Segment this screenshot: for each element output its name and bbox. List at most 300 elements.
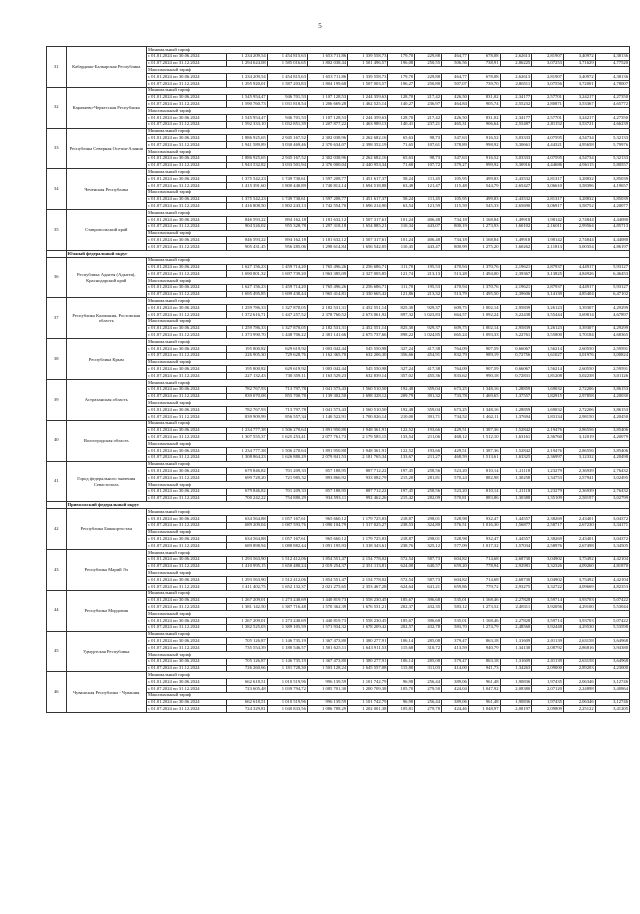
value-cell: 105,70 [388, 685, 415, 692]
value-cell: 1 854 551,47 [307, 577, 347, 584]
value-cell: 4,44917 [563, 284, 595, 291]
value-cell: 417,38 [415, 366, 442, 373]
value-cell: 1 088 882,44 [267, 543, 307, 550]
value-cell: 1 023,83 [415, 312, 442, 319]
value-cell: 1 558 230,45 [348, 597, 388, 604]
value-cell: 528,98 [442, 536, 469, 543]
value-cell: 468,12 [442, 434, 469, 441]
tariff-type-row [47, 87, 630, 94]
value-cell: 210,00 [388, 414, 415, 421]
period-cell: с 01.07.2024 по 31.12.2024 [146, 244, 226, 251]
value-cell: 724 329,81 [227, 706, 267, 713]
value-cell: 1 179 725,83 [348, 515, 388, 522]
value-cell: 2 256 686,71 [348, 264, 388, 271]
value-cell: 250,80 [415, 80, 442, 87]
value-cell: 946 701,53 [267, 114, 307, 121]
value-cell: 106,14 [388, 658, 415, 665]
value-cell: 1 380 277,91 [348, 638, 388, 645]
value-cell: 1 327 870,05 [267, 305, 307, 312]
value-cell: 2,60550 [563, 346, 595, 353]
value-cell: 2,76432 [595, 488, 629, 495]
value-cell: 2,86556 [563, 427, 595, 434]
value-cell: 1 040 833,56 [267, 706, 307, 713]
value-cell: 1 092,24 [468, 312, 500, 319]
value-cell: 4,81870 [595, 563, 629, 570]
period-cell: с 01.01.2024 по 30.06.2024 [146, 135, 226, 142]
tariff-type-row [47, 631, 630, 638]
value-cell: 2,06346 [563, 699, 595, 706]
value-cell: 634 564,88 [227, 515, 267, 522]
value-cell: 831,02 [468, 94, 500, 101]
value-cell: 2 673 061,92 [348, 312, 388, 319]
value-cell: 3,04372 [595, 536, 629, 543]
value-cell: 4,96115 [563, 162, 595, 169]
value-cell: 432,35 [415, 604, 442, 611]
value-cell: 1,69032 [532, 386, 564, 393]
value-cell: 754 880,29 [267, 495, 307, 502]
value-cell: 2,43532 [500, 196, 532, 203]
tariff-type-label: Минимальный тариф [146, 672, 629, 679]
value-cell: 110,34 [388, 223, 415, 230]
region-number: 37 [47, 298, 67, 339]
value-cell: 1,21118 [500, 468, 532, 475]
value-cell: 640,57 [415, 563, 442, 570]
value-cell: 1 462,11 [468, 414, 500, 421]
value-cell: 846 593,22 [227, 237, 267, 244]
value-cell: 1 274,79 [468, 624, 500, 631]
period-cell: с 01.07.2024 по 31.12.2024 [146, 101, 226, 108]
value-cell: 3,30661 [500, 142, 532, 149]
value-cell: 2,86511 [500, 80, 532, 87]
value-cell: 738,91 [468, 60, 500, 67]
value-cell: 1 948 361,91 [348, 448, 388, 455]
value-cell: 464,77 [442, 74, 469, 81]
period-cell: с 01.07.2024 по 31.12.2024 [146, 414, 226, 421]
value-cell: 2 154 778,02 [348, 556, 388, 563]
tariff-type-label: Максимальный тариф [146, 692, 629, 699]
value-cell: 107,72 [415, 162, 442, 169]
period-cell: с 01.01.2024 по 30.06.2024 [146, 597, 226, 604]
value-cell: 2,25122 [563, 706, 595, 713]
value-cell: 179,70 [388, 74, 415, 81]
value-cell: 2 256 686,71 [348, 284, 388, 291]
value-cell: 3,86153 [595, 407, 629, 414]
value-cell: 1 650 480,24 [267, 563, 307, 570]
value-cell: 965 660,12 [307, 536, 347, 543]
value-cell: 577,09 [442, 543, 469, 550]
value-cell: 58,24 [388, 196, 415, 203]
value-cell: 1 273,52 [468, 604, 500, 611]
value-cell: 256,44 [415, 679, 442, 686]
value-cell: 2 262 682,16 [348, 135, 388, 142]
value-cell: 1 652 132,37 [267, 583, 307, 590]
value-cell: 1,90836 [500, 679, 532, 686]
value-cell: 379,27 [442, 162, 469, 169]
value-cell: 310,72 [415, 645, 442, 652]
value-cell: 1 317 025,27 [348, 522, 388, 529]
value-cell: 778,94 [468, 563, 500, 570]
value-cell: 2 370 634,07 [307, 142, 347, 149]
value-cell: 1 501 496,57 [348, 60, 388, 67]
value-cell: 989,19 [468, 352, 500, 359]
value-cell: 1,30388 [500, 495, 532, 502]
value-cell: 413,59 [442, 645, 469, 652]
value-cell: 378,89 [442, 142, 469, 149]
value-cell: 468,59 [442, 454, 469, 461]
value-cell: 934 593,11 [307, 495, 347, 502]
value-cell: 929,37 [415, 325, 442, 332]
value-cell: 3,02238 [563, 373, 595, 380]
value-cell: 1 017,32 [468, 543, 500, 550]
value-cell: 1 010 519,96 [267, 679, 307, 686]
value-cell: 1 800 440,89 [267, 182, 307, 189]
value-cell: 2,68730 [500, 577, 532, 584]
value-cell: 2,60550 [563, 366, 595, 373]
value-cell: 193,66 [415, 448, 442, 455]
value-cell: 956 285,06 [267, 244, 307, 251]
value-cell: 3,14139 [532, 291, 564, 298]
value-cell: 196,08 [388, 60, 415, 67]
value-cell: 1 454 815,63 [267, 53, 307, 60]
value-cell: 721 985,32 [267, 475, 307, 482]
value-cell: 2,19621 [500, 264, 532, 271]
value-cell: 1,49918 [500, 216, 532, 223]
value-cell: 58,24 [388, 176, 415, 183]
value-cell: 454,91 [415, 352, 442, 359]
value-cell: 1,56214 [532, 366, 564, 373]
value-cell: 1,81208 [532, 373, 564, 380]
value-cell: 634 564,88 [227, 536, 267, 543]
tariff-type-row [47, 509, 630, 516]
value-cell: 1 348,16 [468, 407, 500, 414]
tariff-type-label: Максимальный тариф [146, 359, 629, 366]
value-cell: 4,66239 [595, 121, 629, 128]
value-cell: 734,18 [442, 237, 469, 244]
period-cell: с 01.01.2024 по 30.06.2024 [146, 305, 226, 312]
period-cell: с 01.01.2024 по 30.06.2024 [146, 536, 226, 543]
value-cell: 1 558 230,45 [348, 617, 388, 624]
value-cell: 3,22438 [500, 312, 532, 319]
value-cell: 779,72 [468, 583, 500, 590]
value-cell: 111,70 [388, 264, 415, 271]
value-cell: 1,52842 [500, 448, 532, 455]
value-cell: 3,24217 [563, 114, 595, 121]
value-cell: 5,32133 [595, 135, 629, 142]
tariff-type-label: Максимальный тариф [146, 400, 629, 407]
period-cell: с 01.07.2024 по 31.12.2024 [146, 685, 226, 692]
value-cell: 128,70 [388, 114, 415, 121]
value-cell: 632 206,30 [348, 352, 388, 359]
value-cell: 929,37 [415, 305, 442, 312]
value-cell: 6,46453 [595, 271, 629, 278]
value-cell: 5,93127 [595, 284, 629, 291]
period-cell: с 01.01.2024 по 30.06.2024 [146, 448, 226, 455]
value-cell: 2 378 760,52 [307, 312, 347, 319]
region-name: Республика Башкортостан [66, 509, 146, 550]
value-cell: 2,97858 [563, 393, 595, 400]
value-cell: 3,04902 [532, 556, 564, 563]
period-cell: с 01.07.2024 по 31.12.2024 [146, 624, 226, 631]
value-cell: 535,01 [442, 617, 469, 624]
period-cell: с 01.07.2024 по 31.12.2024 [146, 563, 226, 570]
value-cell: 1,23279 [532, 468, 564, 475]
value-cell: 211,27 [415, 454, 442, 461]
value-cell: 723 605,48 [227, 685, 267, 692]
value-cell: 3,59714 [532, 617, 564, 624]
value-cell: 2 302 038,96 [307, 135, 347, 142]
period-cell: с 01.07.2024 по 31.12.2024 [146, 604, 226, 611]
value-cell: 3,06610 [532, 182, 564, 189]
value-cell: 202,37 [388, 604, 415, 611]
period-cell: с 01.01.2024 по 30.06.2024 [146, 488, 226, 495]
tariff-type-label: Минимальный тариф [146, 420, 629, 427]
value-cell: 1 463 989,13 [348, 121, 388, 128]
region-number: 43 [47, 549, 67, 590]
tariff-type-row [47, 47, 630, 54]
value-cell: 5,93127 [595, 264, 629, 271]
value-cell: 464,84 [442, 101, 469, 108]
value-cell: 2 351 113,81 [348, 563, 388, 570]
value-cell: 470,94 [442, 284, 469, 291]
period-cell: с 01.07.2024 по 31.12.2024 [146, 291, 226, 298]
value-cell: 1 041 573,43 [307, 407, 347, 414]
value-cell: 4,77520 [595, 60, 629, 67]
value-cell: 894 162,18 [267, 237, 307, 244]
value-cell: 2,01139 [532, 638, 564, 645]
value-cell: 298,01 [415, 536, 442, 543]
value-cell: 714,68 [468, 577, 500, 584]
value-cell: 237,21 [415, 121, 442, 128]
tariff-type-label: Максимальный тариф [146, 108, 629, 115]
period-cell: с 01.07.2024 по 31.12.2024 [146, 60, 226, 67]
value-cell: 3,40972 [563, 53, 595, 60]
value-cell: 192,48 [388, 407, 415, 414]
value-cell: 3,58752 [563, 203, 595, 210]
value-cell: 1 512,10 [468, 434, 500, 441]
value-cell: 1,31609 [500, 658, 532, 665]
value-cell: 1 886 925,65 [227, 135, 267, 142]
value-cell: 609,75 [442, 325, 469, 332]
value-cell: 1 765 496,26 [307, 264, 347, 271]
value-cell: 4,44917 [563, 264, 595, 271]
value-cell: 197,45 [388, 468, 415, 475]
value-cell: 699 728,20 [227, 475, 267, 482]
value-cell: 3,55800 [532, 332, 564, 339]
value-cell: 3,40864 [595, 685, 629, 692]
region-name: Республика Калмыкия, Ростовская область [66, 298, 146, 339]
value-cell: 678,08 [468, 74, 500, 81]
value-cell: 215,20 [388, 475, 415, 482]
value-cell: 825,30 [388, 325, 415, 332]
value-cell: 5,32133 [595, 155, 629, 162]
value-cell: 940,79 [468, 645, 500, 652]
value-cell: 195 800,82 [227, 346, 267, 353]
value-cell: 1 091 195,93 [307, 543, 347, 550]
section-row [47, 502, 630, 509]
value-cell: 1,37694 [500, 414, 532, 421]
value-cell: 587,73 [415, 556, 442, 563]
value-cell: 2 330 665,42 [348, 291, 388, 298]
value-cell: 443,07 [415, 223, 442, 230]
value-cell: 1 163 529,23 [307, 373, 347, 380]
period-cell: с 01.07.2024 по 31.12.2024 [146, 162, 226, 169]
value-cell: 2,57941 [563, 475, 595, 482]
value-cell: 932,47 [468, 536, 500, 543]
value-cell: 609,75 [442, 305, 469, 312]
value-cell: 2,58197 [563, 495, 595, 502]
value-cell: 359,04 [415, 407, 442, 414]
value-cell: 1 180 546,57 [267, 645, 307, 652]
value-cell: 218,87 [388, 515, 415, 522]
value-cell: 3,64968 [595, 658, 629, 665]
value-cell: 140,41 [388, 121, 415, 128]
value-cell: 1 041 573,43 [307, 386, 347, 393]
tariff-type-label: Максимальный тариф [146, 482, 629, 489]
value-cell: 1 749 730,61 [267, 196, 307, 203]
region-number: 33 [47, 128, 67, 169]
value-cell: 71,65 [388, 142, 415, 149]
value-cell: 2,08380 [500, 685, 532, 692]
region-number: 34 [47, 169, 67, 210]
value-cell: 0,66067 [500, 366, 532, 373]
tariff-type-label: Минимальный тариф [146, 128, 629, 135]
period-cell: с 01.01.2024 по 30.06.2024 [146, 346, 226, 353]
value-cell: 1 234 209,54 [227, 74, 267, 81]
value-cell: 4,29299 [595, 325, 629, 332]
value-cell: 916,52 [468, 135, 500, 142]
value-cell: 679 846,82 [227, 468, 267, 475]
value-cell: 2 302 038,96 [307, 155, 347, 162]
value-cell: 2,27828 [500, 617, 532, 624]
value-cell: 1 168,84 [468, 216, 500, 223]
value-cell: 229,88 [415, 74, 442, 81]
value-cell: 2 077 761,73 [307, 434, 347, 441]
value-cell: 1,82915 [532, 393, 564, 400]
value-cell: 1 207 877,22 [307, 121, 347, 128]
region-number: 42 [47, 509, 67, 550]
value-cell: 4,29299 [595, 305, 629, 312]
value-cell: 2 021 275,65 [307, 583, 347, 590]
tariff-type-label: Максимальный тариф [146, 67, 629, 74]
value-cell: 3,71629 [563, 60, 595, 67]
value-cell: 327,24 [388, 366, 415, 373]
tariff-type-row [47, 298, 630, 305]
value-cell: 250,55 [415, 60, 442, 67]
value-cell: 1 512 412,06 [267, 577, 307, 584]
value-cell: 1 181 728,30 [267, 665, 307, 672]
value-cell: 1 267 209,01 [227, 597, 267, 604]
value-cell: 5,80557 [595, 162, 629, 169]
value-cell: 110,45 [388, 244, 415, 251]
value-cell: 3,72001 [563, 80, 595, 87]
tariff-type-row [47, 339, 630, 346]
value-cell: 1 234 777,38 [227, 448, 267, 455]
value-cell: 2 452 551,14 [348, 325, 388, 332]
value-cell: 121,47 [415, 182, 442, 189]
value-cell: 3,32722 [532, 583, 564, 590]
value-cell: 1 370,76 [468, 284, 500, 291]
value-cell: 2,98150 [563, 414, 595, 421]
value-cell: 2 381 141,66 [307, 332, 347, 339]
value-cell: 764,09 [442, 366, 469, 373]
value-cell: 1 410 995,15 [227, 563, 267, 570]
tariff-type-label: Минимальный тариф [146, 590, 629, 597]
value-cell: 726 260,66 [227, 665, 267, 672]
value-cell: 4,20077 [595, 203, 629, 210]
value-cell: 209,79 [388, 393, 415, 400]
value-cell: 513,79 [442, 291, 469, 298]
region-number: 31 [47, 47, 67, 88]
value-cell: 121,86 [388, 291, 415, 298]
value-cell: 3,85039 [595, 176, 629, 183]
value-cell: 570,81 [442, 495, 469, 502]
tariff-type-row [47, 549, 630, 556]
value-cell: 2,99564 [563, 223, 595, 230]
value-cell: 227 132,43 [227, 373, 267, 380]
value-cell: 1 202 001,38 [348, 706, 388, 713]
value-cell: 105,95 [442, 176, 469, 183]
period-cell: с 01.01.2024 по 30.06.2024 [146, 638, 226, 645]
value-cell: 3,26123 [532, 305, 564, 312]
tariff-type-label: Максимальный тариф [146, 230, 629, 237]
value-cell: 202,57 [388, 624, 415, 631]
tariff-type-label: Минимальный тариф [146, 631, 629, 638]
tariff-type-label: Максимальный тариф [146, 189, 629, 196]
value-cell: 1 415 391,60 [227, 182, 267, 189]
period-cell: с 01.01.2024 по 30.06.2024 [146, 176, 226, 183]
value-cell: 1 367 473,80 [307, 638, 347, 645]
value-cell: 2,38269 [532, 536, 564, 543]
period-cell: с 01.07.2024 по 31.12.2024 [146, 706, 226, 713]
value-cell: 115,68 [388, 645, 415, 652]
value-cell: 700 242,22 [227, 495, 267, 502]
value-cell: 1 273,93 [468, 223, 500, 230]
value-cell: 429,51 [442, 427, 469, 434]
value-cell: 324,80 [415, 522, 442, 529]
value-cell: 839 070,08 [227, 393, 267, 400]
value-cell: 279,50 [415, 685, 442, 692]
value-cell: 2,72206 [563, 386, 595, 393]
value-cell: 3,53721 [563, 121, 595, 128]
section-title: Приволжский федеральный округ [66, 502, 630, 509]
value-cell: 506,56 [442, 60, 469, 67]
value-cell: 3,70184 [563, 332, 595, 339]
value-cell: 0,72756 [500, 352, 532, 359]
value-cell: 1 273 240,69 [267, 597, 307, 604]
value-cell: 678,08 [468, 53, 500, 60]
value-cell: 465,31 [442, 121, 469, 128]
value-cell: 3,26123 [532, 325, 564, 332]
region-name: Республика Северная Осетия-Алания [66, 128, 146, 169]
value-cell: 735 554,39 [227, 645, 267, 652]
value-cell: 894 162,18 [267, 216, 307, 223]
value-cell: 115,59 [442, 203, 469, 210]
value-cell: 106,14 [388, 638, 415, 645]
value-cell: 2,87937 [532, 264, 564, 271]
value-cell: 2,62613 [500, 74, 532, 81]
value-cell: 107,61 [415, 142, 442, 149]
value-cell: 3,12746 [595, 699, 629, 706]
value-cell: 4,42104 [595, 556, 629, 563]
period-cell: с 01.01.2024 по 30.06.2024 [146, 556, 226, 563]
value-cell: 2,72206 [563, 407, 595, 414]
value-cell: 1 654 885,21 [348, 223, 388, 230]
value-cell: 1,30258 [500, 475, 532, 482]
value-cell: 1 627 156,23 [227, 264, 267, 271]
value-cell: 4,44686 [532, 162, 564, 169]
value-cell: 3,93703 [563, 597, 595, 604]
value-cell: 426,50 [442, 114, 469, 121]
